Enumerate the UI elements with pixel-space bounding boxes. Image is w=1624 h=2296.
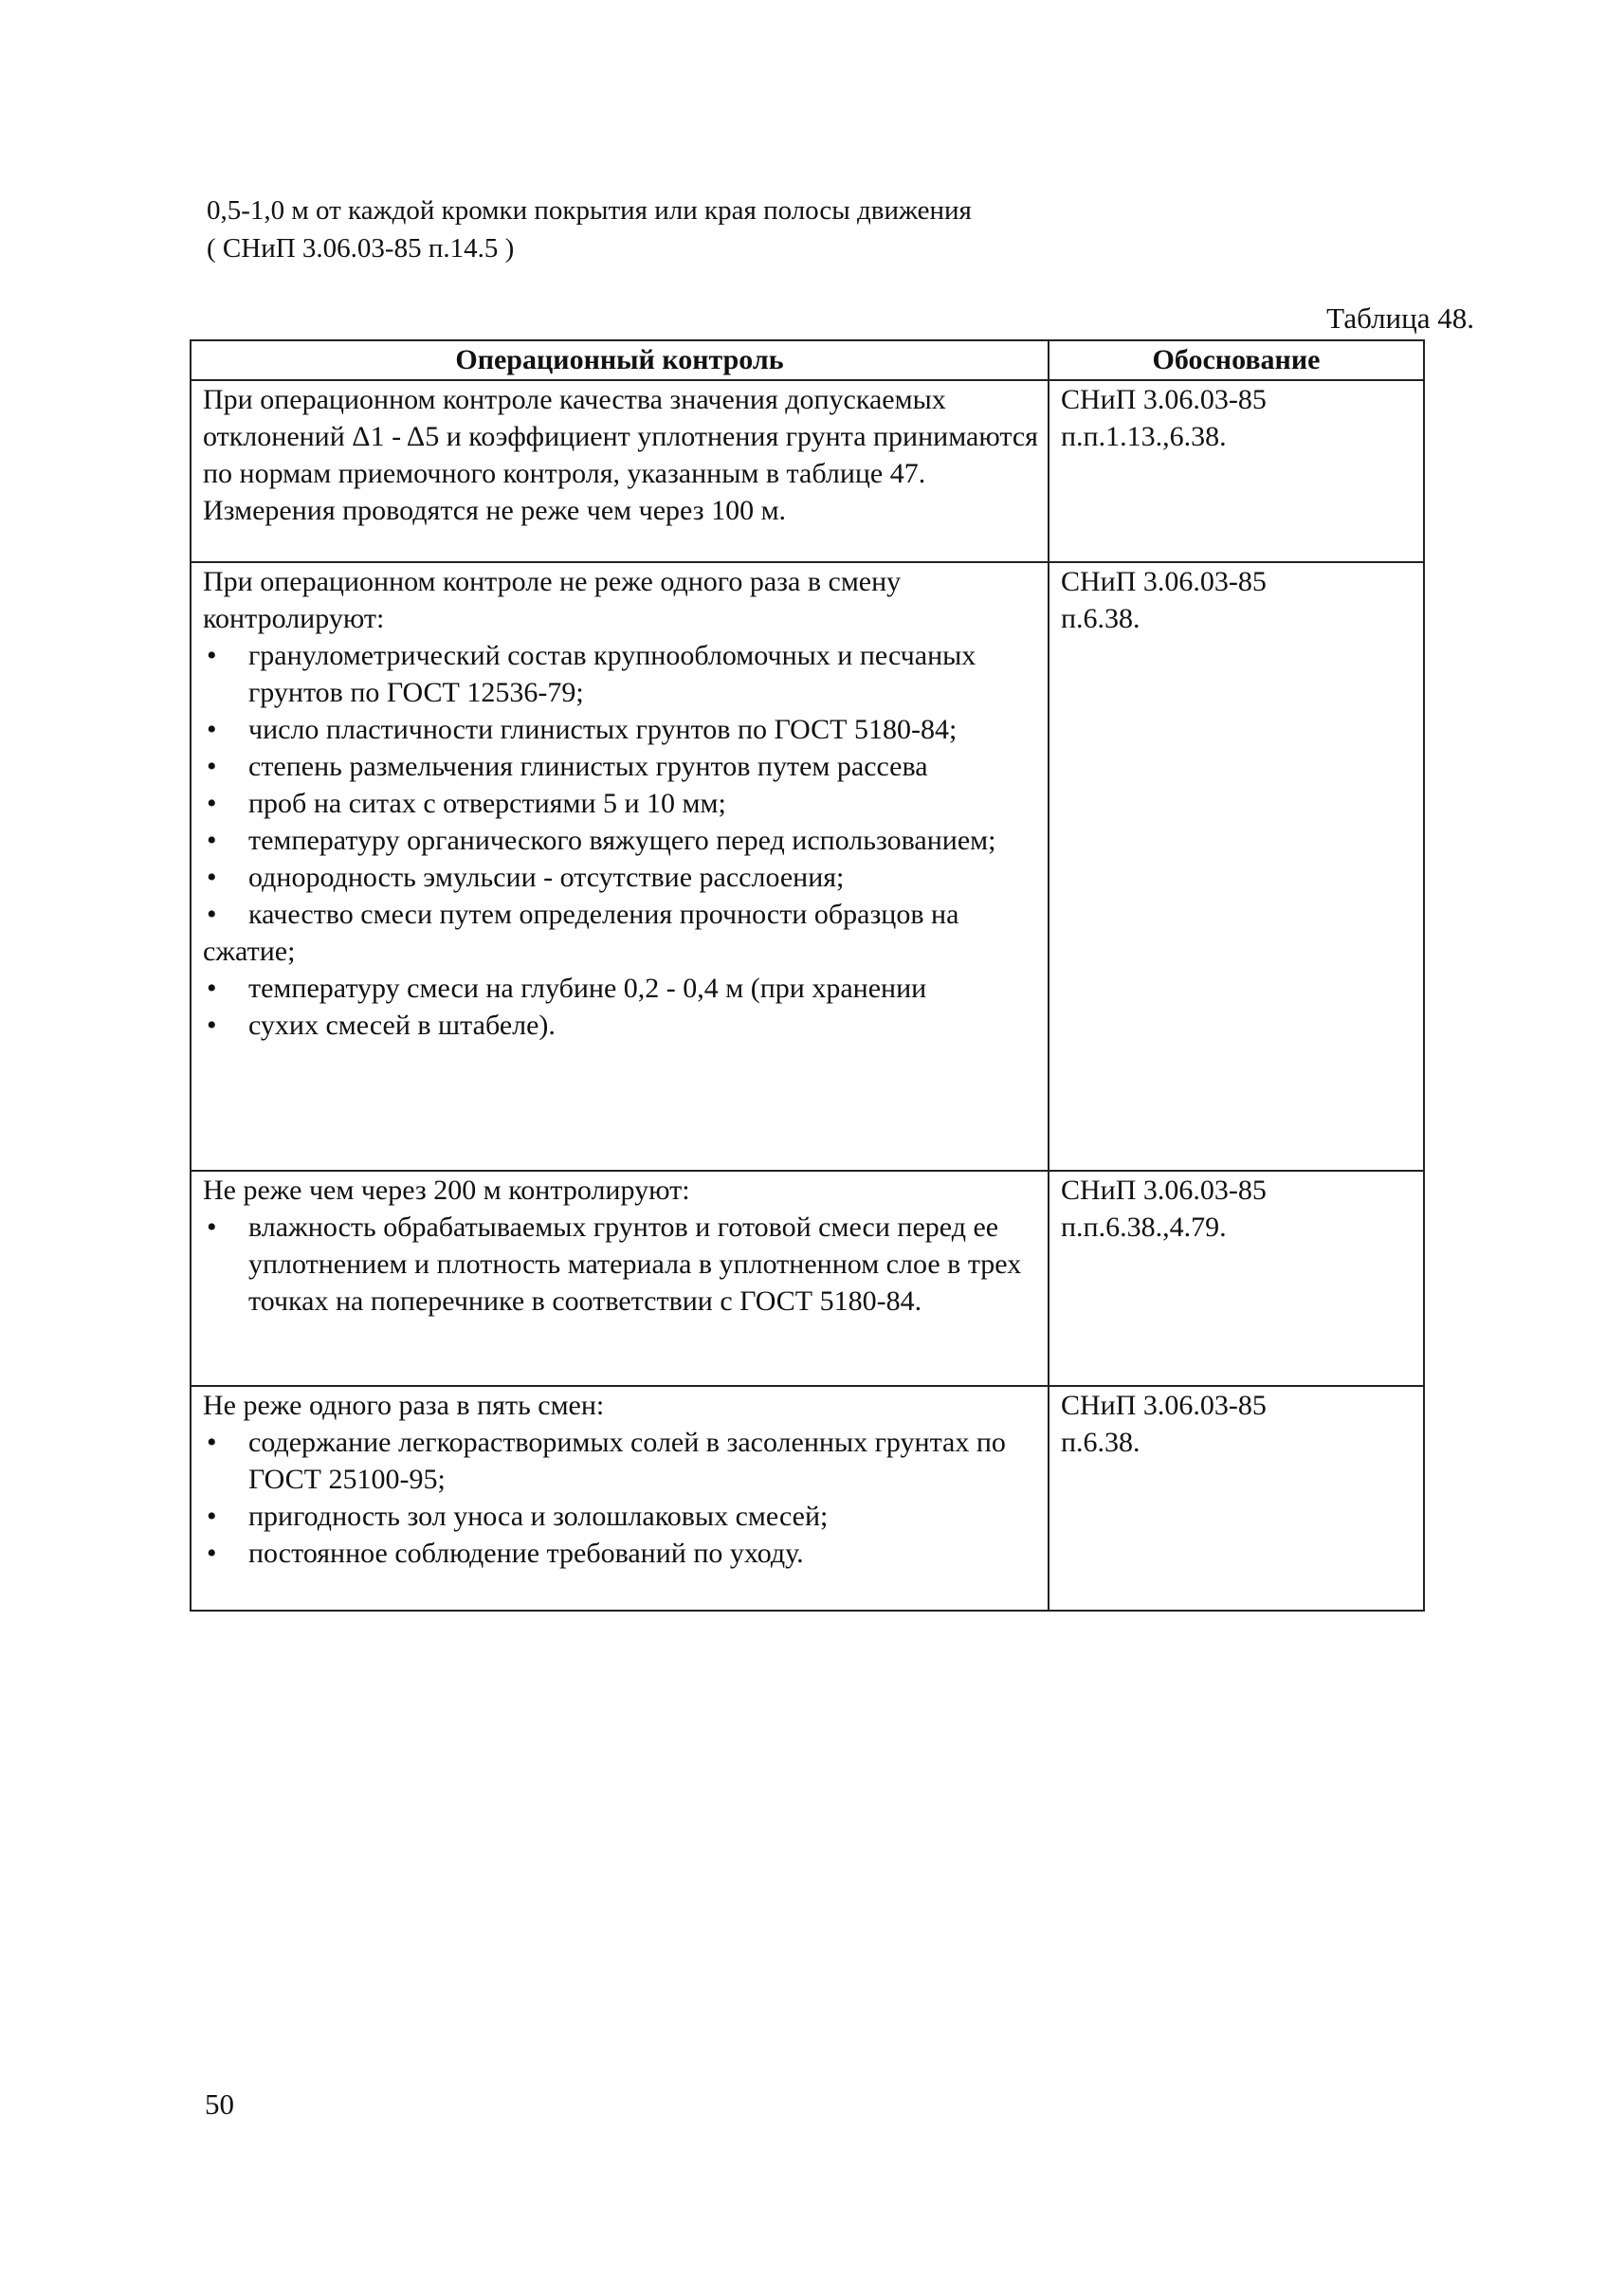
table-header-row (191, 340, 1424, 380)
list-item: • качество смеси путем определения прочности образцов на сжатие; (203, 896, 1040, 970)
list-item: • пригодность зол уноса и золошлаковых смесей; (203, 1498, 1040, 1535)
control-list (203, 1209, 1040, 1320)
control-table (190, 339, 1425, 1612)
basis-cell: СНиП 3.06.03-85 п.п.6.38.,4.79. (1049, 1171, 1424, 1386)
header-basis: Обоснование (1049, 340, 1424, 380)
list-item: • число пластичности глинистых грунтов по ГОСТ 5180-84; (203, 711, 1040, 748)
basis-cell: СНиП 3.06.03-85 п.6.38. (1049, 1386, 1424, 1611)
page-number: 50 (205, 2087, 234, 2121)
control-text: При операционном контроле качества значения допускаемых отклонений Δ1 - Δ5 и коэффициент уплотнения грунта принимаются по нормам приемочного контроля, указанным в таблице 47. Измерения проводятся не реже чем через 100 м. (203, 384, 1038, 526)
header-operational-control: Операционный контроль (191, 340, 1049, 380)
list-item: • сухих смесей в штабеле). (203, 1007, 1040, 1044)
control-cell (191, 380, 1049, 562)
list-item: • влажность обрабатываемых грунтов и готовой смеси перед ее уплотнением и плотность материала в уплотненном слое в трех точках на поперечнике в соответствии с ГОСТ 5180-84. (203, 1209, 1040, 1320)
basis-cell: СНиП 3.06.03-85 п.п.1.13.,6.38. (1049, 380, 1424, 562)
intro-line-2: ( СНиП 3.06.03-85 п.14.5 ) (207, 233, 515, 264)
list-item: • содержание легкорастворимых солей в засоленных грунтах по ГОСТ 25100-95; (203, 1424, 1040, 1498)
control-cell (191, 1171, 1049, 1386)
control-intro: Не реже чем через 200 м контролируют: (203, 1175, 690, 1206)
table-row (191, 1386, 1424, 1611)
control-cell (191, 562, 1049, 1171)
table-caption: Таблица 48. (1326, 301, 1474, 335)
table-row (191, 380, 1424, 562)
intro-line-1: 0,5-1,0 м от каждой кромки покрытия или края полосы движения (207, 195, 972, 226)
control-list (203, 637, 1040, 1044)
list-item: • степень размельчения глинистых грунтов путем рассева (203, 748, 1040, 785)
intro-text (207, 191, 1439, 267)
list-item: • проб на ситах с отверстиями 5 и 10 мм; (203, 785, 1040, 822)
list-item: • температуру органического вяжущего перед использованием; (203, 822, 1040, 859)
table-row (191, 1171, 1424, 1386)
control-intro: Не реже одного раза в пять смен: (203, 1390, 605, 1421)
control-intro: При операционном контроле не реже одного раза в смену контролируют: (203, 566, 902, 634)
list-item: • температуру смеси на глубине 0,2 - 0,4 м (при хранении (203, 970, 1040, 1007)
list-item: • постоянное соблюдение требований по уходу. (203, 1535, 1040, 1572)
list-item: • однородность эмульсии - отсутствие расслоения; (203, 859, 1040, 896)
list-item: • гранулометрический состав крупнообломочных и песчаных грунтов по ГОСТ 12536-79; (203, 637, 1040, 711)
control-list (203, 1424, 1040, 1572)
basis-cell: СНиП 3.06.03-85 п.6.38. (1049, 562, 1424, 1171)
table-row (191, 562, 1424, 1171)
control-cell (191, 1386, 1049, 1611)
